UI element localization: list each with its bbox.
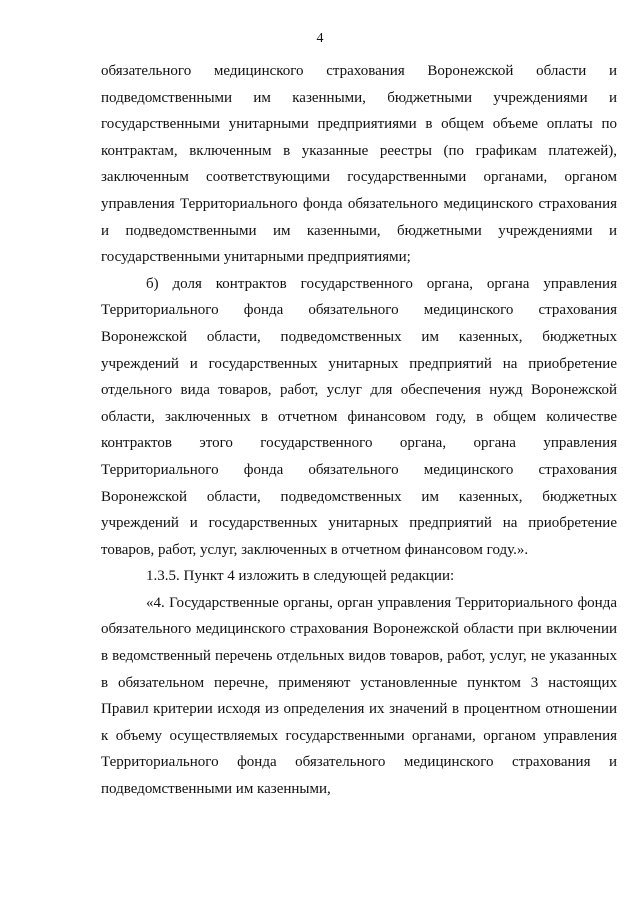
paragraph-item-1-3-5: 1.3.5. Пункт 4 изложить в следующей редакции:	[146, 568, 455, 585]
paragraph-continuation: обязательного медицинского страхования Воронежской области и подведомственными им казенными, бюджетными учреждениями и государственными унитарными предприятиями в общем объеме оплаты по контрактам, включенным в указанные реестры (по графикам платежей), заключенным соответствующими государственными органами, органом управления Территориального фонда обязательного медицинского страхования и подведомственными им казенными, бюджетными учреждениями и государственными унитарными предприятиями;	[101, 63, 617, 266]
page-number: 4	[316, 31, 324, 46]
paragraph-subitem-b: б) доля контрактов государственного органа, органа управления Территориального фонда обязательного медицинского страхования Воронежской области, подведомственных им казенных, бюджетных учреждений и государственных унитарных предприятий на приобретение отдельного вида товаров, работ, услуг для обеспечения нужд Воронежской области, заключенных в отчетном финансовом году, в общем количестве контрактов этого государственного органа, органа управления Территориального фонда обязательного медицинского страхования Воронежской области, подведомственных им казенных, бюджетных учреждений и государственных унитарных предприятий на приобретение товаров, работ, услуг, заключенных в отчетном финансовом году.».	[101, 275, 617, 558]
document-body	[101, 58, 617, 803]
paragraph-point-4: «4. Государственные органы, орган управления Территориального фонда обязательного медицинского страхования Воронежской области при включении в ведомственный перечень отдельных видов товаров, работ, услуг, не указанных в обязательном перечне, применяют установленные пунктом 3 настоящих Правил критерии исходя из определения их значений в процентном отношении к объему осуществляемых государственными органами, органом управления Территориального фонда обязательного медицинского страхования и подведомственными им казенными,	[101, 594, 617, 798]
